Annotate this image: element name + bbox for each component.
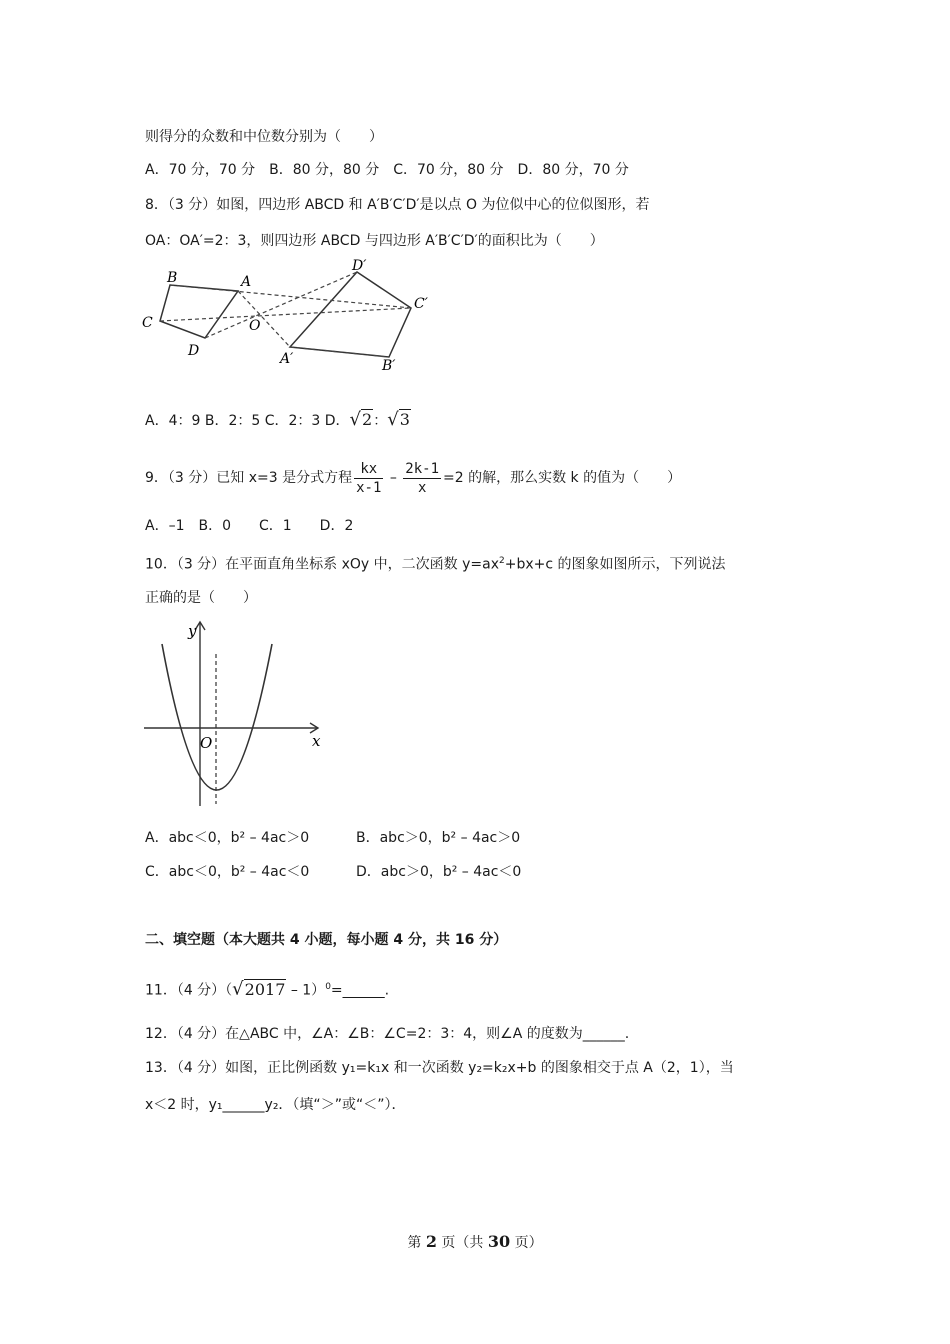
q7-stem: 则得分的众数和中位数分别为（ ） <box>145 129 383 145</box>
label-b-prime: B′ <box>382 358 396 374</box>
q9-frac1-den: x-1 <box>356 479 382 496</box>
parabola-curve <box>162 644 272 790</box>
label-d-prime: D′ <box>352 258 367 274</box>
q8-opt-d-sep: ： <box>373 413 388 429</box>
footer-page-number: 2 <box>425 1232 437 1251</box>
label-x: x <box>312 732 321 750</box>
q8-line2: OA：OA′=2：3，则四边形 ABCD 与四边形 A′B′C′D′的面积比为（ ） <box>145 233 604 249</box>
q9-options: A．–1 B．0 C．1 D．2 <box>145 518 354 534</box>
sqrt-symbol: √ <box>387 409 399 430</box>
label-c-prime: C′ <box>414 296 428 312</box>
q9-suffix: =2 的解，那么实数 k 的值为（ ） <box>443 470 682 486</box>
q8-opt-d-b: 3 <box>399 410 410 429</box>
q10-opt-c: C．abc＜0，b² – 4ac＜0 <box>145 864 310 880</box>
q12-stem: 12．（4 分）在△ABC 中，∠A：∠B：∠C=2：3：4，则∠A 的度数为______. <box>145 1026 630 1042</box>
q8-options-prefix: A．4：9 B．2：5 C．2：3 D． <box>145 413 350 429</box>
q9-fraction-1 <box>354 460 383 497</box>
q11-prefix: 11．（4 分）（ <box>145 982 233 999</box>
q9-frac2-den: x <box>417 479 427 496</box>
label-b: B <box>167 270 178 286</box>
footer-post: 页） <box>510 1235 543 1251</box>
q8-options <box>145 410 411 431</box>
q9-stem <box>145 456 681 500</box>
quad-a2b2c2d2 <box>290 272 411 357</box>
q9-frac1-num: kx <box>354 460 383 479</box>
label-d: D <box>188 343 200 359</box>
footer-total-pages: 30 <box>487 1232 511 1251</box>
q9-frac2-num: 2k-1 <box>405 460 440 477</box>
q13-line1: 13．（4 分）如图，正比例函数 y₁=k₁x 和一次函数 y₂=k₂x+b 的图象相交于点 A（2，1），当 <box>145 1060 734 1076</box>
label-o: O <box>249 318 261 334</box>
sqrt-symbol: √ <box>232 978 244 1000</box>
q13-line2: x＜2 时，y₁______y₂．（填“＞”或“＜”）． <box>145 1097 406 1113</box>
q8-line1: 8．（3 分）如图，四边形 ABCD 和 A′B′C′D′是以点 O 为位似中心的位似图形，若 <box>145 197 650 213</box>
q8-opt-d-a: 2 <box>362 410 373 429</box>
q10-opt-d: D．abc＞0，b² – 4ac＜0 <box>356 864 522 880</box>
footer-mid: 页（共 <box>436 1235 488 1251</box>
q10-parabola-figure <box>140 614 330 809</box>
q10-line1-b: +bx+c 的图象如图所示，下列说法 <box>504 556 726 573</box>
page-footer <box>0 1232 950 1252</box>
q10-opt-a: A．abc＜0，b² – 4ac＞0 <box>145 830 310 846</box>
q9-fraction-2 <box>403 460 441 497</box>
section-2-title: 二、填空题（本大题共 4 小题，每小题 4 分，共 16 分） <box>145 932 508 948</box>
q10-line1-sup: 2 <box>499 556 505 566</box>
q9-prefix: 9．（3 分）已知 x=3 是分式方程 <box>145 470 353 486</box>
q11-mid: – 1） <box>286 982 326 999</box>
q10-line2: 正确的是（ ） <box>145 590 257 606</box>
q8-similar-quadrilaterals-figure <box>140 258 440 378</box>
q10-opt-b: B．abc＞0，b² – 4ac＞0 <box>356 830 521 846</box>
q11-sup: 0 <box>325 982 331 992</box>
label-y: y <box>188 622 197 640</box>
q9-minus: – <box>385 470 402 486</box>
q11-stem <box>145 974 389 1004</box>
q7-options: A．70 分，70 分 B．80 分，80 分 C．70 分，80 分 D．80 分，70 分 <box>145 162 629 178</box>
label-c: C <box>142 315 153 331</box>
label-a-prime: A′ <box>280 351 294 367</box>
label-a: A <box>241 274 252 290</box>
q10-line1 <box>145 551 726 575</box>
footer-pre: 第 <box>407 1235 426 1251</box>
sqrt-symbol: √ <box>349 409 362 430</box>
q11-suffix: =______. <box>330 982 390 999</box>
quad-abcd <box>160 285 238 338</box>
label-o: O <box>200 734 213 752</box>
q11-sqrt-arg: 2017 <box>244 979 286 999</box>
q10-line1-a: 10．（3 分）在平面直角坐标系 xOy 中，二次函数 y=ax <box>145 556 499 573</box>
